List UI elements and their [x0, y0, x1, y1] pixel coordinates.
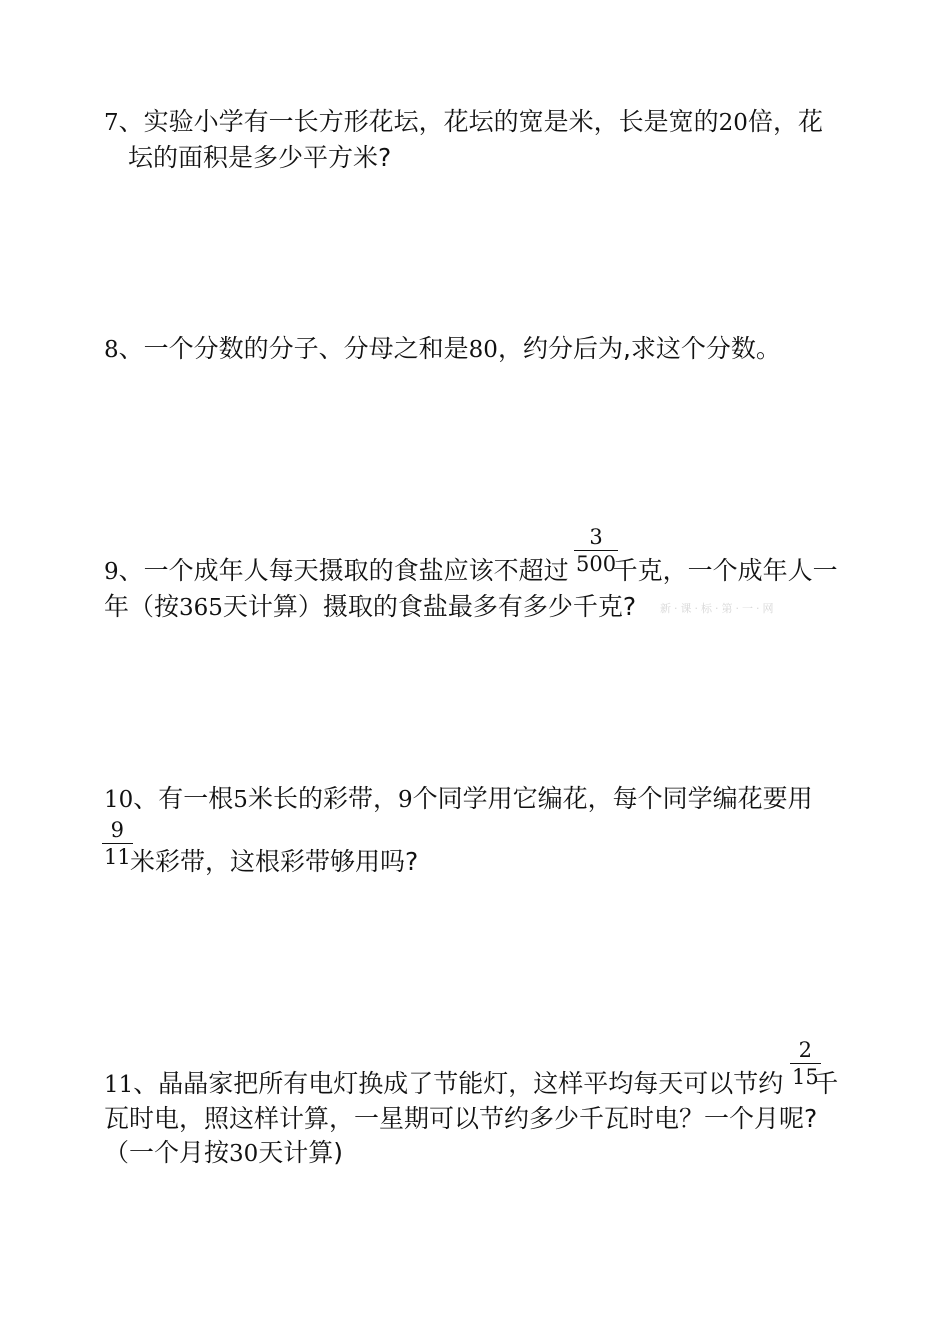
- question-9-line-2: [104, 592, 636, 623]
- question-text: 千克，一个成年人一: [612, 556, 838, 585]
- number-value: 30: [229, 1141, 259, 1167]
- question-10-line-2: 米彩带，这根彩带够用吗?: [130, 847, 419, 876]
- number-value: 9: [397, 787, 413, 813]
- fraction-9-over-11: [102, 819, 133, 868]
- fraction-numerator: 3: [589, 525, 603, 549]
- question-text: 千: [813, 1069, 839, 1098]
- question-8-line-1: [104, 334, 781, 365]
- question-11-line-3: [104, 1138, 343, 1169]
- question-text: （一个月按: [104, 1138, 230, 1167]
- fraction-numerator: 9: [110, 818, 125, 842]
- question-text: 、一个分数的分子、分母之和是: [118, 334, 469, 363]
- question-text: 米长的彩带，: [247, 784, 398, 813]
- number-value: 20: [718, 110, 748, 136]
- fraction-denominator: 500: [576, 552, 617, 576]
- question-9-line-1: [104, 556, 838, 587]
- question-7-line-2: 坛的面积是多少平方米?: [128, 143, 392, 172]
- question-7-line-1: [104, 107, 823, 138]
- question-11-line-2: 瓦时电，照这样计算，一星期可以节约多少千瓦时电？一个月呢?: [104, 1104, 818, 1133]
- question-text: 、一个成年人每天摄取的食盐应该不超过: [118, 556, 569, 585]
- fraction-numerator: 2: [798, 1038, 813, 1062]
- question-text: 天计算）摄取的食盐最多有多少千克?: [222, 592, 637, 621]
- question-text: 年（按: [104, 592, 180, 621]
- question-number: 11: [104, 1072, 134, 1098]
- fraction-denominator: 11: [104, 845, 131, 869]
- question-text: ，约分后为,求这个分数。: [497, 334, 781, 363]
- question-text: 天计算): [258, 1138, 344, 1167]
- question-text: 个同学用它编花，每个同学编花要用: [412, 784, 813, 813]
- number-value: 80: [468, 337, 498, 363]
- question-text: 倍，花: [747, 107, 823, 136]
- question-11-line-1: [104, 1069, 838, 1100]
- question-number: 8: [104, 337, 119, 363]
- question-number: 10: [104, 787, 134, 813]
- question-text: 、实验小学有一长方形花坛，花坛的宽是米，长是宽的: [118, 107, 719, 136]
- question-10-line-1: [104, 784, 813, 815]
- number-value: 365: [179, 595, 223, 621]
- question-text: 、晶晶家把所有电灯换成了节能灯，这样平均每天可以节约: [133, 1069, 784, 1098]
- watermark: 新·课·标·第·一·网: [660, 602, 777, 615]
- question-number: 9: [104, 559, 119, 585]
- question-number: 7: [104, 110, 119, 136]
- number-value: 5: [233, 787, 248, 813]
- question-text: 、有一根: [133, 784, 234, 813]
- fraction-denominator: 15: [792, 1065, 819, 1089]
